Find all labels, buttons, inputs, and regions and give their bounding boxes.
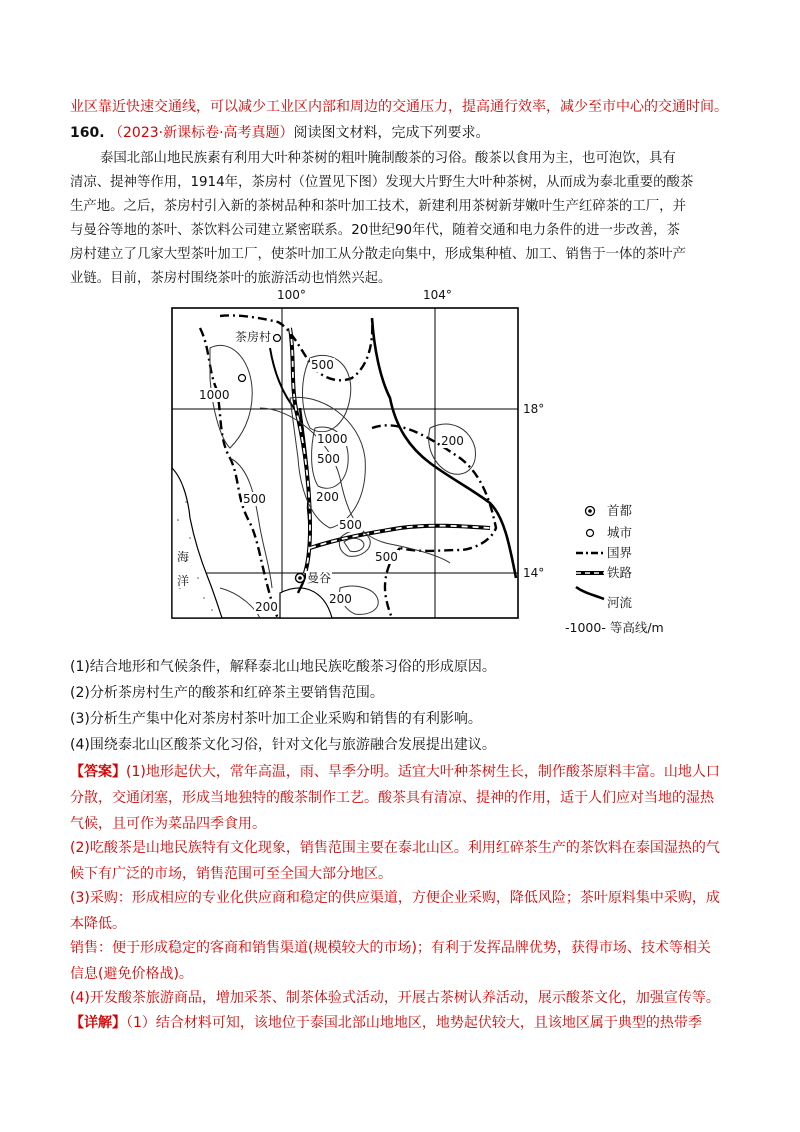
map-figure	[160, 288, 600, 638]
legend-railway: 铁路	[607, 565, 633, 580]
answer-line-10: (4)开发酸茶旅游商品，增加采茶、制茶体验式活动，开展古茶树认养活动，展示酸茶文化，加强宣传等。	[70, 990, 720, 1006]
answer-line-5: 候下有广泛的市场，销售范围可至全国大部分地区。	[70, 866, 392, 882]
legend-capital: 首都	[607, 503, 633, 518]
sub-question-2: (2)分析茶房村生产的酸茶和红碎茶主要销售范围。	[70, 685, 384, 701]
lon-label-104: 104°	[423, 288, 452, 302]
legend-river: 河流	[607, 595, 633, 610]
contour-label-500-hill: 500	[339, 518, 362, 532]
contour-label-200-east: 200	[441, 434, 464, 448]
legend-contour-prefix: -1000-	[565, 620, 606, 635]
contour-label-500-east: 500	[375, 550, 398, 564]
label-sea-2: 洋	[177, 574, 190, 588]
question-header	[70, 123, 490, 143]
contour-label-500-central: 500	[317, 452, 340, 466]
answer-tag: 【答案】	[70, 764, 126, 780]
question-source: （2023·新课标卷·高考真题）	[109, 125, 294, 141]
answer-line-7: 本降低。	[70, 916, 126, 932]
sub-question-4: (4)围绕泰北山区酸茶文化习俗，针对文化与旅游融合发展提出建议。	[70, 737, 496, 753]
answer-line-6: (3)采购：形成相应的专业化供应商和稳定的供应渠道，方便企业采购，降低风险；茶叶原料集中采购，成	[70, 890, 720, 906]
detail-text: （1）结合材料可知，该地位于泰国北部山地地区，地势起伏较大，且该地区属于典型的热带季	[126, 1015, 702, 1031]
sub-question-1: (1)结合地形和气候条件，解释泰北山地民族吃酸茶习俗的形成原因。	[70, 659, 496, 675]
capital-marker-dot	[298, 576, 302, 580]
contour-label-200-southeast: 200	[329, 592, 352, 606]
legend-contour	[565, 620, 664, 636]
answer-line-3: 气候，且可作为菜品四季食用。	[70, 816, 266, 832]
contour-label-1000-central: 1000	[317, 432, 348, 446]
material-line-4: 与曼谷等地的茶叶、茶饮料公司建立紧密联系。20世纪90年代，随着交通和电力条件的进一步改善，茶	[70, 223, 680, 238]
contour-label-500-west: 500	[243, 492, 266, 506]
legend-city: 城市	[607, 525, 633, 540]
label-bangkok: 曼谷	[307, 571, 332, 585]
contour-label-200-plain: 200	[316, 490, 339, 504]
lat-label-18: 18°	[523, 402, 545, 416]
city-marker	[239, 375, 246, 382]
village-marker	[274, 335, 281, 342]
lat-label-14: 14°	[523, 566, 545, 580]
material-line-5: 房村建立了几家大型茶叶加工厂，使茶叶加工从分散走向集中，形成集种植、加工、销售于一体的茶叶产	[70, 247, 686, 262]
legend-contour-label: 等高线/m	[609, 620, 664, 635]
material-line-6: 业链。目前，茶房村围绕茶叶的旅游活动也悄然兴起。	[70, 271, 392, 286]
answer-text-1: (1)地形起伏大，常年高温，雨、旱季分明。适宜大叶种茶树生长，制作酸茶原料丰富。山地人口	[126, 764, 720, 780]
material-line-3: 生产地。之后，茶房村引入新的茶树品种和茶叶加工技术，新建利用茶树新芽嫩叶生产红碎茶的工厂，并	[70, 199, 686, 214]
contour-label-200-southwest: 200	[255, 600, 278, 614]
lon-label-100: 100°	[277, 288, 306, 302]
material-line-2: 清凉、提神等作用，1914年，茶房村（位置见下图）发现大片野生大叶种茶树，从而成为泰北重要的酸茶	[70, 175, 694, 190]
answer-line-4: (2)吃酸茶是山地民族特有文化现象，销售范围主要在泰北山区。利用红碎茶生产的茶饮料在泰国湿热的气	[70, 840, 720, 856]
contour-label-1000-west: 1000	[199, 388, 230, 402]
label-sea-1: 海	[177, 550, 190, 564]
question-prompt: 阅读图文材料，完成下列要求。	[293, 125, 490, 141]
answer-line-8: 销售：便于形成稳定的客商和销售渠道(规模较大的市场)；有利于发挥品牌优势，获得市场、技术等相关	[70, 940, 711, 956]
legend-border: 国界	[607, 545, 633, 560]
detail-tag: 【详解】	[70, 1015, 126, 1031]
legend-symbols	[576, 507, 604, 600]
map-drawing	[160, 288, 600, 638]
material-line-1: 泰国北部山地民族素有利用大叶种茶树的粗叶腌制酸茶的习俗。酸茶以食用为主，也可泡饮，具有	[100, 151, 676, 166]
answer-line-2: 分散，交通闭塞，形成当地独特的酸茶制作工艺。酸茶具有清凉、提神的作用，适于人们应对当地的湿热	[70, 790, 714, 806]
map-frame	[172, 308, 518, 618]
contour-label-500-north: 500	[311, 358, 334, 372]
detail-line	[70, 1013, 702, 1033]
previous-answer-line: 业区靠近快速交通线，可以减少工业区内部和周边的交通压力，提高通行效率，减少至市中心的交通时间。	[70, 99, 728, 115]
sub-question-3: (3)分析生产集中化对茶房村茶叶加工企业采购和销售的有利影响。	[70, 711, 482, 727]
question-number: 160.	[70, 125, 105, 141]
answer-line-1	[70, 762, 720, 782]
answer-line-9: 信息(避免价格战)。	[70, 966, 193, 982]
label-tea-village: 茶房村	[235, 330, 272, 344]
